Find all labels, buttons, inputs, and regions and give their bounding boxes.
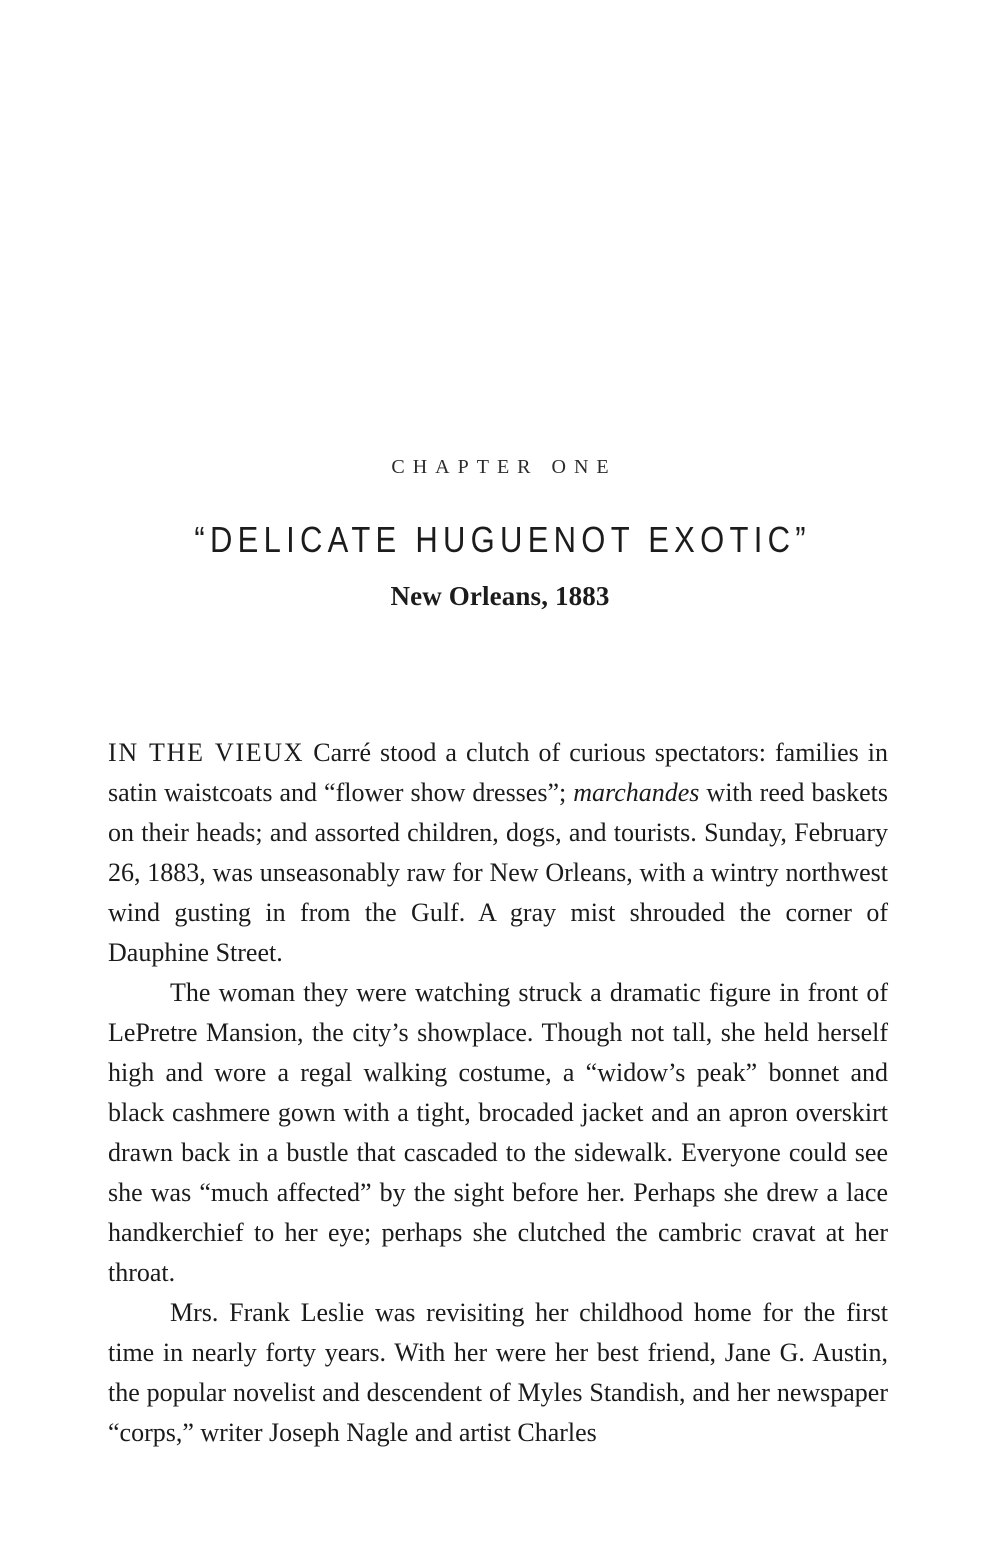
paragraph-1-text-b: with reed baskets on their heads; and assorted children, dogs, and tourists. Sunday, February 26, 1883, was unseasonably raw for New Orleans, with a wintry northwest wind gusting in from the Gulf. A gray mist shrouded the corner of Dauphine Street. bbox=[108, 778, 888, 967]
chapter-title-row bbox=[0, 477, 1000, 561]
paragraph-1-italic-word: marchandes bbox=[573, 778, 700, 807]
chapter-opening-header bbox=[0, 457, 1000, 611]
paragraph-1-text-a: Carré stood a clutch of curious spectators: families in satin waistcoats and “flower show dresses”; bbox=[108, 738, 888, 807]
body-text bbox=[108, 733, 888, 1453]
paragraph-1 bbox=[108, 733, 888, 973]
paragraph-3: Mrs. Frank Leslie was revisiting her childhood home for the first time in nearly forty years. With her were her best friend, Jane G. Austin, the popular novelist and descendent of Myles Standish, and her newspaper “corps,” writer Joseph Nagle and artist Charles bbox=[108, 1298, 888, 1447]
chapter-subtitle: New Orleans, 1883 bbox=[390, 581, 610, 611]
chapter-label: CHAPTER ONE bbox=[391, 456, 617, 478]
paragraph-2: The woman they were watching struck a dramatic figure in front of LePretre Mansion, the city’s showplace. Though not tall, she held herself high and wore a regal walking costume, a “widow’s peak” bonnet and black cashmere gown with a tight, brocaded jacket and an apron overskirt drawn back in a bustle that cascaded to the sidewalk. Everyone could see she was “much affected” by the sight before her. Perhaps she drew a lace handkerchief to her eye; perhaps she clutched the cambric cravat at her throat. bbox=[108, 978, 888, 1287]
opening-phrase-caps: IN THE VIEUX bbox=[108, 738, 305, 767]
chapter-title: “DELICATE HUGUENOT EXOTIC” bbox=[194, 519, 811, 561]
